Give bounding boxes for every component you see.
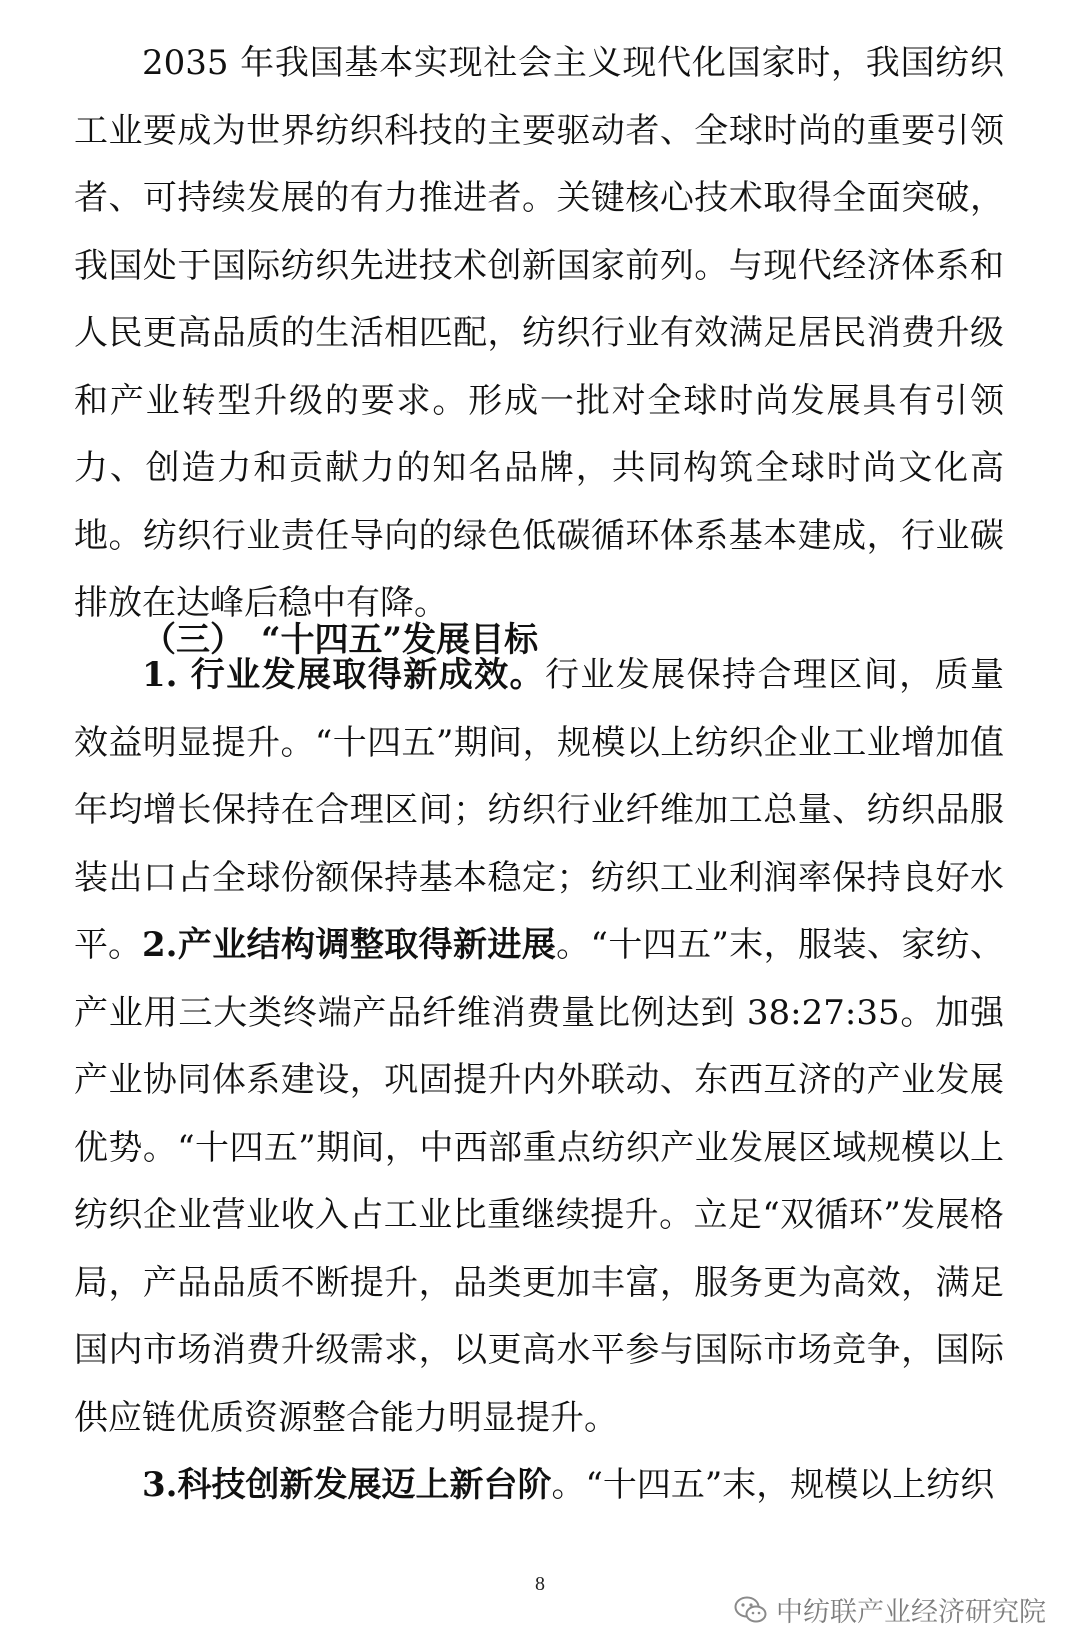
section-heading-goals: （三） “十四五”发展目标 [142, 620, 539, 660]
goal-2-title: 2.产业结构调整取得新进展 [142, 925, 557, 965]
goal-1-body: 行业发展保持合理区间，质量效益明显提升。“十四五”期间，规模以上纺织企业工业增加值年均增长保持在合理区间；纺织行业纤维加工总量、纺织品服装出口占全球份额保持基本稳定；纺织工业利润率保持良好水平。 [74, 655, 1004, 965]
paragraph-goal-3 [74, 1452, 1004, 1520]
wechat-icon [734, 1595, 768, 1625]
goal-1-title: 1. 行业发展取得新成效。 [142, 655, 545, 695]
paragraph-2035-vision: 2035 年我国基本实现社会主义现代化国家时，我国纺织工业要成为世界纺织科技的主要驱动者、全球时尚的重要引领者、可持续发展的有力推进者。关键核心技术取得全面突破，我国处于国际纺织先进技术创新国家前列。与现代经济体系和人民更高品质的生活相匹配，纺织行业有效满足居民消费升级和产业转型升级的要求。形成一批对全球时尚发展具有引领力、创造力和贡献力的知名品牌，共同构筑全球时尚文化高地。纺织行业责任导向的绿色低碳循环体系基本建成，行业碳排放在达峰后稳中有降。 [74, 43, 1004, 623]
source-watermark [734, 1590, 1046, 1629]
goal-3-title: 3.科技创新发展迈上新台阶 [142, 1465, 552, 1505]
paragraph-goal-2 [74, 912, 1004, 1452]
goal-3-body: 。“十四五”末，规模以上纺织 [551, 1465, 995, 1505]
goal-2-body: 。“十四五”末，服装、家纺、产业用三大类终端产品纤维消费量比例达到 38:27:35。加强产业协同体系建设，巩固提升内外联动、东西互济的产业发展优势。“十四五”期间，中西部重点纺织产业发展区域规模以上纺织企业营业收入占工业比重继续提升。立足“双循环”发展格局，产品品质不断提升，品类更加丰富，服务更为高效，满足国内市场消费升级需求，以更高水平参与国际市场竞争，国际供应链优质资源整合能力明显提升。 [74, 925, 1004, 1438]
watermark-text: 中纺联产业经济研究院 [776, 1597, 1046, 1628]
page-number: 8 [535, 1573, 545, 1595]
